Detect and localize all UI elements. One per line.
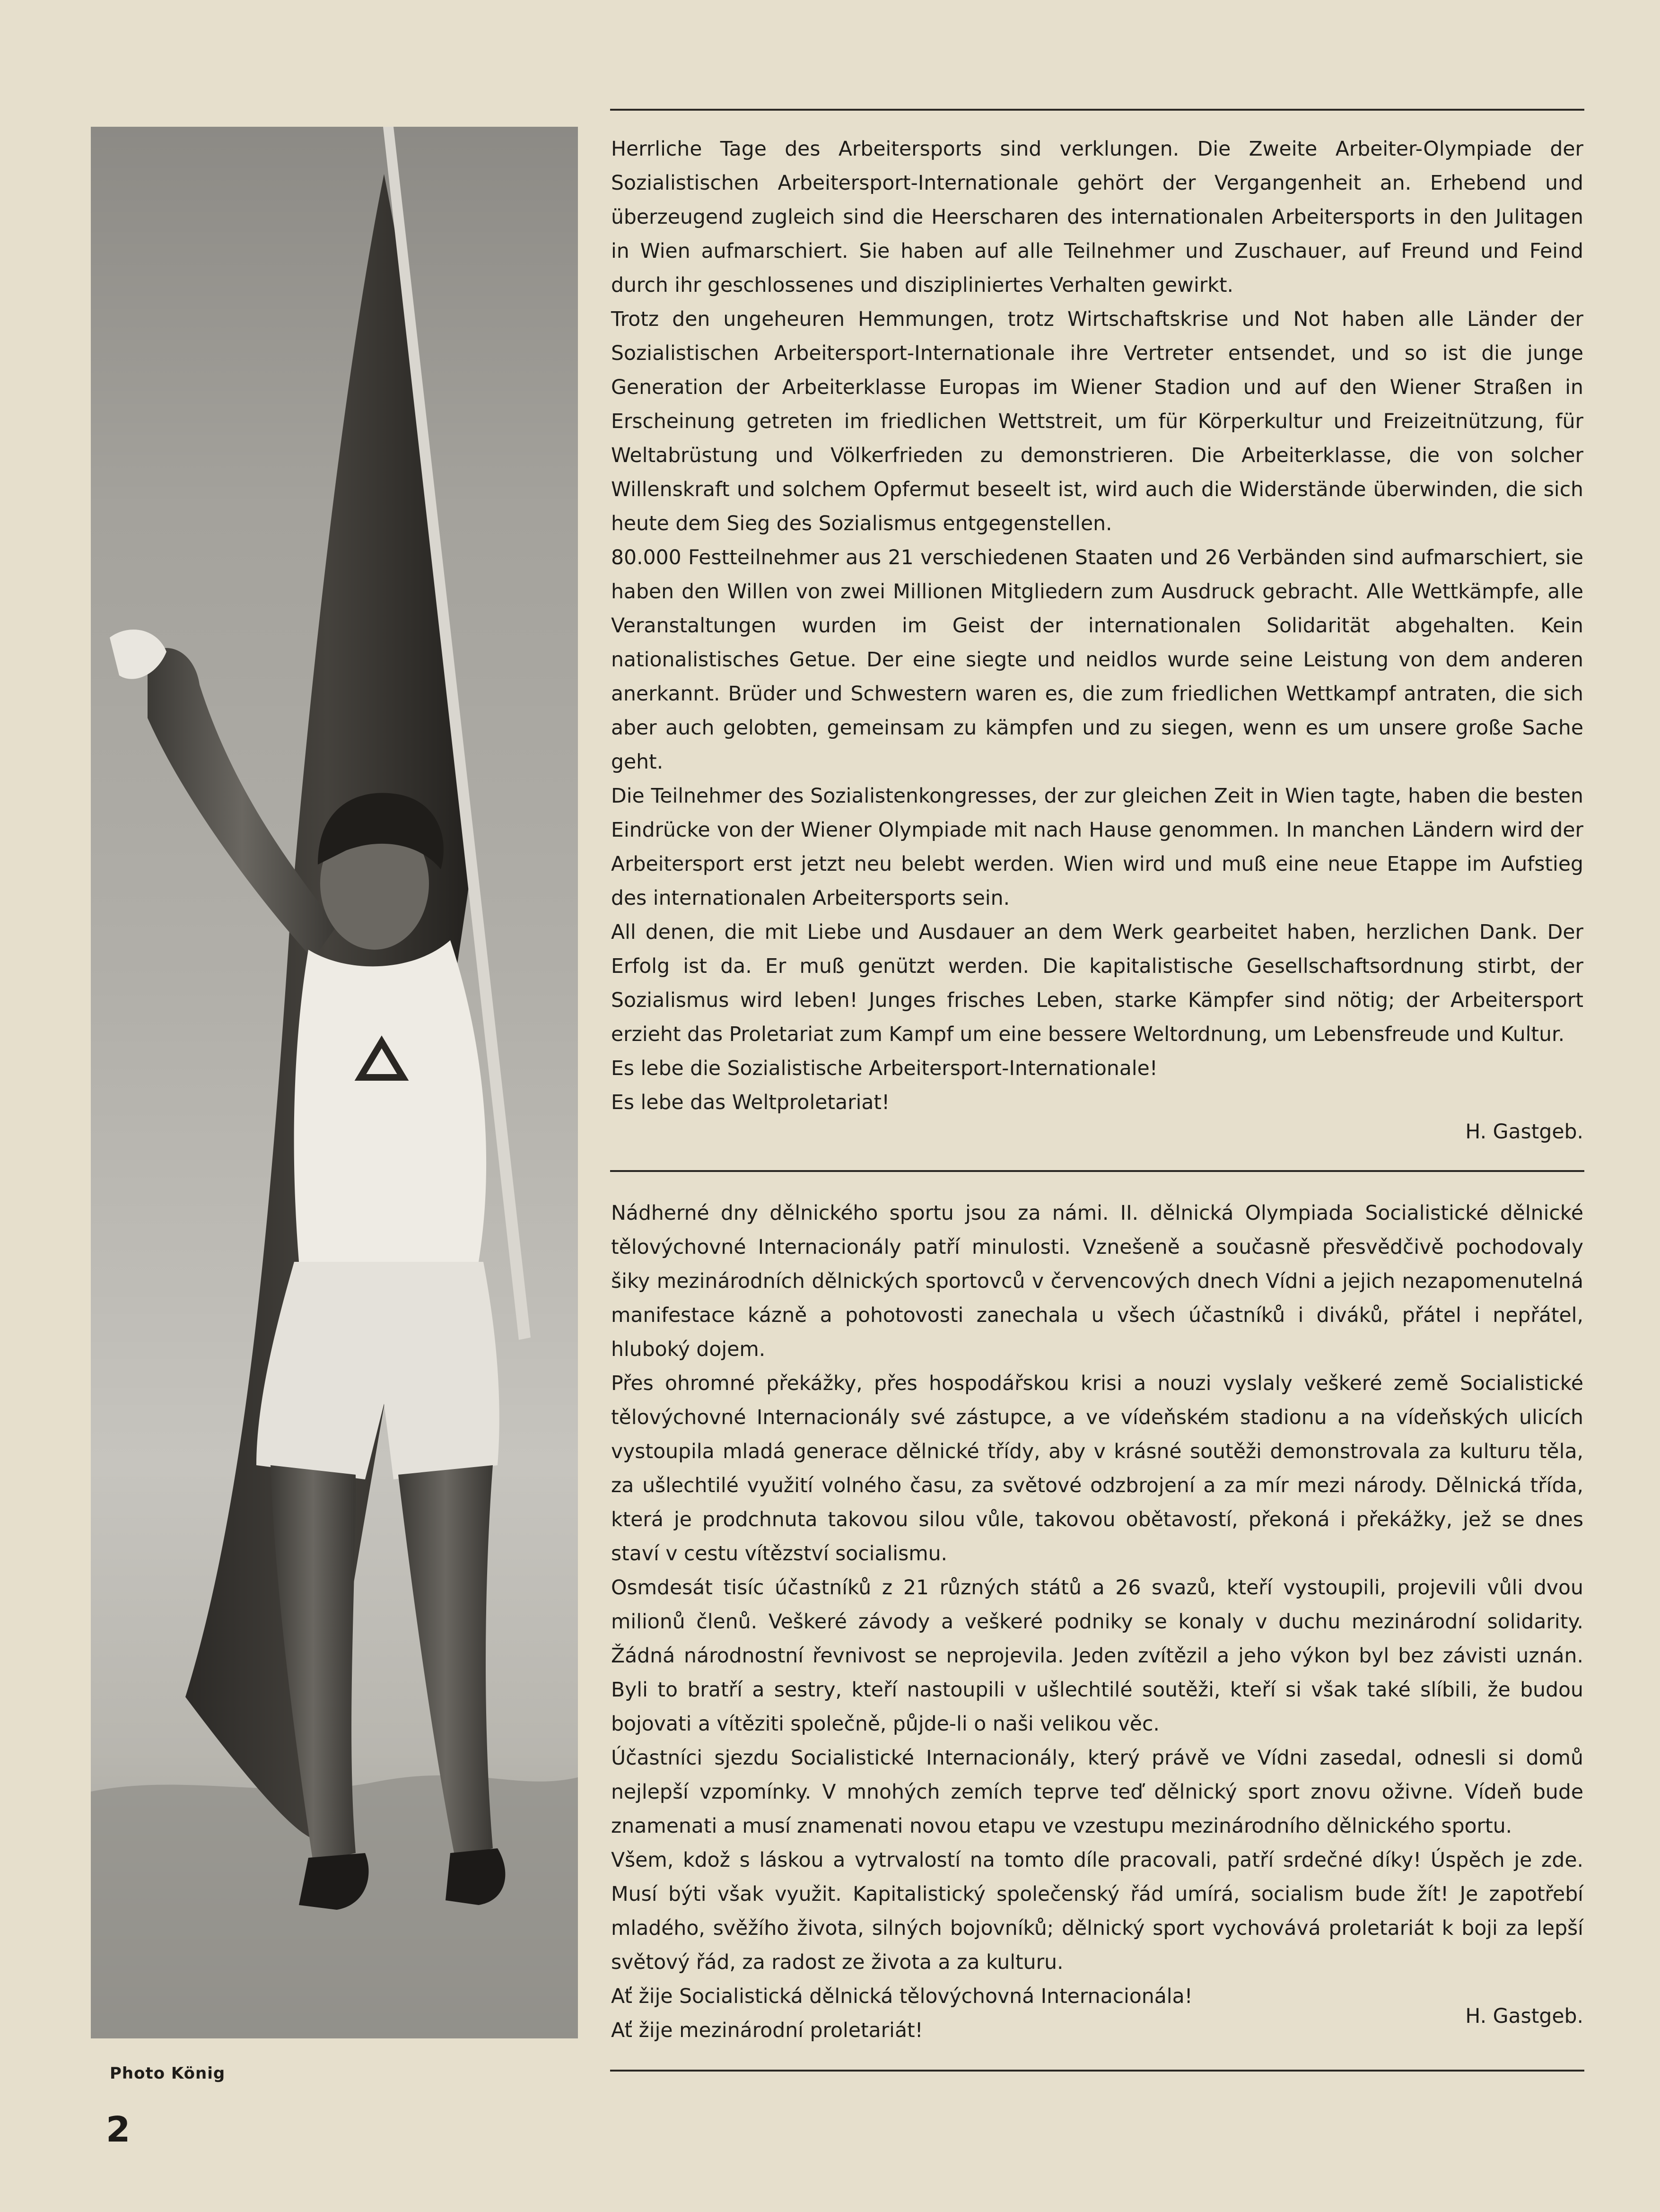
photo-athlete-with-flag: [91, 127, 578, 2038]
german-paragraph-2: Trotz den ungeheuren Hemmungen, trotz Wirtschaftskrise und Not haben alle Länder der Sozialistischen Arbeitersport-Internationale ihre Vertreter entsendet, und so ist die junge Generation der Arbeiterklasse Europas im Wiener Stadion und auf den Wiener Straßen in Erscheinung getreten im friedlichen Wettstreit, um für Körperkultur und Freizeitnützung, für Weltabrüstung und Völkerfrieden zu demonstrieren. Die Arbeiterklasse, die von solcher Willenskraft und solchem Opfermut beseelt ist, wird auch die Widerstände überwinden, die sich heute dem Sieg des Sozialismus entgegenstellen.: [611, 308, 1583, 535]
bottom-rule: [610, 2070, 1584, 2072]
czech-paragraph-1: Nádherné dny dělnického sportu jsou za námi. II. dělnická Olympiada Socialistické dělnické tělovýchovné Internacionály patří minulosti. Vznešeně a současně přesvědčivě pochodovaly šiky mezinárodních dělnických sportovců v červencových dnech Vídni a jejich nezapomenutelná manifestace kázně a pohotovosti zanechala u všech účastníků i diváků, přátel i nepřátel, hluboký dojem.: [611, 1202, 1583, 1361]
german-paragraph-1: Herrliche Tage des Arbeitersports sind verklungen. Die Zweite Arbeiter-Olympiade der Sozialistischen Arbeitersport-Internationale gehört der Vergangenheit an. Erhebend und überzeugend zugleich sind die Heerscharen des internationalen Arbeitersports in den Julitagen in Wien aufmarschiert. Sie haben auf alle Teilnehmer und Zuschauer, auf Freund und Feind durch ihr geschlossenes und diszipliniertes Verhalten gewirkt.: [611, 138, 1583, 297]
czech-paragraph-4: Účastníci sjezdu Socialistické Internacionály, který právě ve Vídni zasedal, odnesli si domů nejlepší vzpomínky. V mnohých zemích teprve teď dělnický sport znovu oživne. Vídeň bude znamenati a musí znamenati novou etapu ve vzestupu mezinárodního dělnického sportu.: [611, 1747, 1583, 1838]
article-german: [611, 132, 1583, 1149]
german-paragraph-4: Die Teilnehmer des Sozialistenkongresses, der zur gleichen Zeit in Wien tagte, haben die besten Eindrücke von der Wiener Olympiade mit nach Hause genommen. In manchen Ländern wird der Arbeitersport erst jetzt neu belebt werden. Wien wird und muß eine neue Etappe im Aufstieg des internationalen Arbeitersports sein.: [611, 785, 1583, 910]
german-slogan-2: Es lebe das Weltproletariat!: [611, 1091, 890, 1114]
singlet: [294, 940, 487, 1262]
middle-rule: [610, 1170, 1584, 1172]
right-shoe: [446, 1848, 505, 1905]
czech-paragraph-2: Přes ohromné překážky, přes hospodářskou krisi a nouzi vyslaly veškeré země Socialistické tělovýchovné Internacionály své zástupce, a ve vídeňském stadionu a na vídeňských ulicích vystoupila mladá generace dělnické třídy, aby v krásné soutěži demonstrovala za kulturu těla, za ušlechtilé využití volného času, za světové odzbrojení a za mír mezi národy. Dělnická třída, která je prodchnuta takovou silou vůle, takovou obětavostí, překoná i překážky, jež se dnes staví v cestu vítězství socialismu.: [611, 1372, 1583, 1565]
page-number: 2: [106, 2109, 131, 2150]
article-czech: [611, 1197, 1583, 2042]
czech-signature: H. Gastgeb.: [1465, 2005, 1583, 2028]
czech-slogan-1: Ať žije Socialistická dělnická tělovýchovná Internacionála!: [611, 1985, 1193, 2008]
czech-paragraph-5: Všem, kdož s láskou a vytrvalostí na tomto díle pracovali, patří srdečné díky! Úspěch je zde. Musí býti však využit. Kapitalistický společenský řád umírá, socialism bude žít! Je zapotřebí mladého, svěžího života, silných bojovníků; dělnický sport vychovává proletariát k boji za lepší světový řád, za radost ze života a za kulturu.: [611, 1849, 1583, 1974]
top-rule: [610, 109, 1584, 111]
german-paragraph-5: All denen, die mit Liebe und Ausdauer an dem Werk gearbeitet haben, herzlichen Dank. Der Erfolg ist da. Er muß genützt werden. Die kapitalistische Gesellschaftsordnung stirbt, der Sozialismus wird leben! Junges frisches Leben, starke Kämpfer sind nötig; der Arbeitersport erzieht das Proletariat zum Kampf um eine bessere Weltordnung, um Lebensfreude und Kultur.: [611, 921, 1583, 1046]
photo-credit: Photo König: [110, 2064, 226, 2083]
german-slogan-1: Es lebe die Sozialistische Arbeitersport-Internationale!: [611, 1057, 1158, 1080]
german-paragraph-3: 80.000 Festteilnehmer aus 21 verschiedenen Staaten und 26 Verbänden sind aufmarschiert, sie haben den Willen von zwei Millionen Mitgliedern zum Ausdruck gebracht. Alle Wettkämpfe, alle Veranstaltungen wurden im Geist der internationalen Solidarität abgehalten. Kein nationalistisches Getue. Der eine siegte und neidlos wurde seine Leistung von dem anderen anerkannt. Brüder und Schwestern waren es, die zum friedlichen Wettkampf antraten, die sich aber auch gelobten, gemeinsam zu kämpfen und zu siegen, wenn es um unsere große Sache geht.: [611, 546, 1583, 774]
photo-illustration: [91, 127, 578, 2038]
german-signature: H. Gastgeb.: [1465, 1120, 1583, 1144]
shorts: [256, 1262, 499, 1479]
czech-slogan-2: Ať žije mezinárodní proletariát!: [611, 2019, 923, 2042]
czech-paragraph-3: Osmdesát tisíc účastníků z 21 různých států a 26 svazů, kteří vystoupili, projevili vůli dvou milionů členů. Veškeré závody a veškeré podniky se konaly v duchu mezinárodní solidarity. Žádná národnostní řevnivost se neprojevila. Jeden zvítězil a jeho výkon byl bez závisti uznán. Byli to bratří a sestry, kteří nastoupili v ušlechtilé soutěži, kteří si však také slíbili, že budou bojovati a vítěziti společně, půjde-li o naši velikou věc.: [611, 1576, 1583, 1736]
